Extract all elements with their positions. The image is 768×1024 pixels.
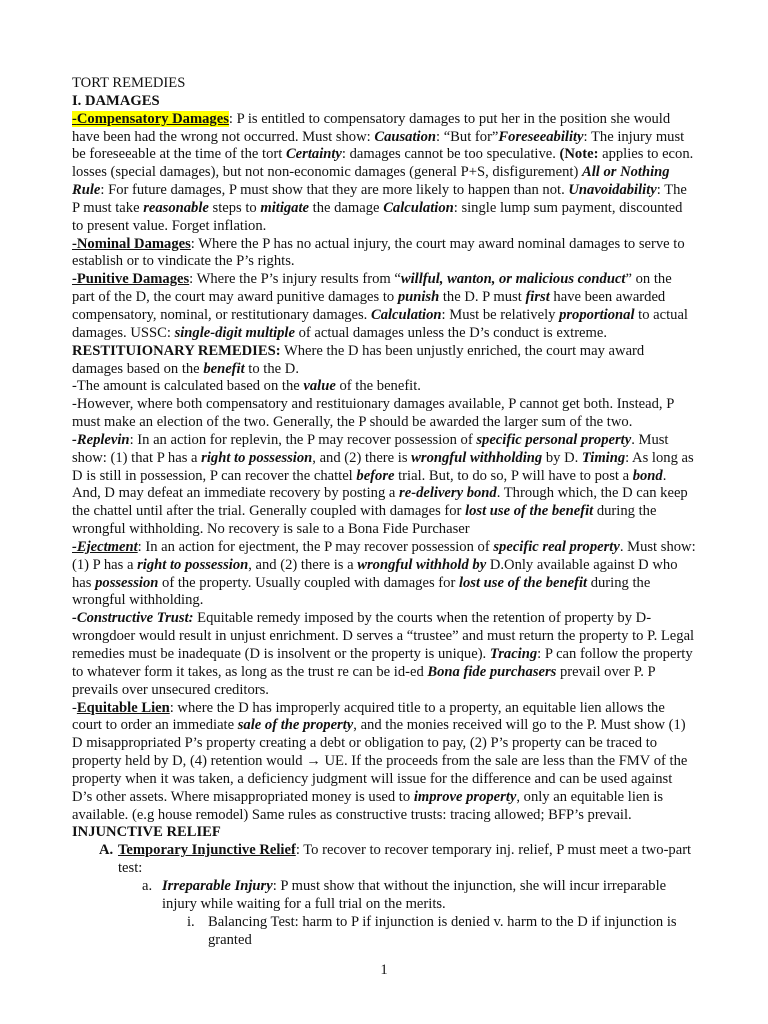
document-body	[72, 75, 696, 949]
term-mitigate: mitigate	[260, 199, 310, 216]
paragraph-nominal-damages	[72, 236, 696, 272]
paragraph-compensatory-damages	[72, 111, 696, 236]
term-calculation: Calculation	[370, 306, 442, 323]
text: : Where the P has no actual injury, the court may award nominal damages to serve to establish or to vindicate the P’s rights.	[72, 235, 685, 270]
text: Equitable remedy imposed by the courts when the retention of property by D-wrongdoer would result in unjust enrichment. D serves a “trustee” and must return the property to P. Legal remedies must be inadequate (D is insolvent or the property is unique).	[72, 610, 695, 662]
text: : P must show that without the injunction, she will incur irreparable injury while waiting for a full trial on the merits.	[162, 877, 667, 912]
page-number: 1	[380, 962, 388, 978]
text: , and the monies received will go to the P. Must show (1) D misappropriated P’s property creating a debt or obligation to pay, (2) P’s property can be traced to property held by D, (4) retention would → UE. If the proceeds from the sale are less than the FMV of the property when it was taken, a deficiency judgment will issue for the difference and can be used against D’s other assets. Where misappropriated money is used to	[72, 717, 688, 805]
text: : In an action for replevin, the P may recover possession of	[129, 431, 477, 448]
term-calculation: Calculation	[383, 199, 454, 216]
text: have been awarded compensatory, nominal, or restitutionary damages.	[72, 289, 666, 323]
term-timing: Timing	[581, 449, 626, 466]
text: : As long as D is still in possession, P can recover the chattel	[72, 449, 694, 484]
term-lost-use: lost use of the benefit	[465, 503, 594, 520]
equitable-lien-dash: -	[72, 699, 77, 716]
text: D.Only available against D who has	[72, 556, 678, 591]
term-bond: bond	[632, 467, 663, 484]
text: . Through which, the D can keep the chattel until after the trial. Generally coupled with damages for	[72, 485, 688, 520]
text: by D.	[542, 449, 582, 466]
nominal-damages-term: -Nominal Damages	[72, 235, 191, 252]
paragraph-ejectment	[72, 539, 696, 610]
term-foreseeability: Foreseeability	[498, 128, 584, 145]
text: . Must show: (1) that P has a	[72, 431, 669, 466]
text: : where the D has improperly acquired title to a property, an equitable lien allows the court to order an immediate	[72, 699, 665, 734]
term-unavoidability: Unavoidability	[568, 182, 657, 199]
text: : The injury must be foreseeable at the time of the tort	[72, 128, 685, 163]
text: trial. But, to do so, P will have to post a	[394, 467, 633, 484]
text: : Must be relatively	[441, 306, 560, 323]
text: to the D.	[244, 360, 299, 377]
term-lost-use: lost use of the benefit	[458, 574, 588, 591]
constructive-trust-term: -Constructive Trust:	[72, 610, 194, 627]
term-right-to-possession: right to possession	[201, 449, 313, 466]
text: : To recover to recover temporary inj. relief, P must meet a two-part test:	[118, 842, 692, 877]
term-causation: Causation	[374, 128, 436, 145]
paragraph-constructive-trust	[72, 610, 696, 699]
paragraph-replevin	[72, 432, 696, 539]
text: . And, D may defeat an immediate recovery by posting a	[72, 467, 667, 502]
text: Where the D has been unjustly enriched, the court may award damages based on the	[72, 342, 645, 377]
document-title: TORT REMEDIES	[72, 75, 186, 91]
paragraph-restitution-election: -However, where both compensatory and restituionary damages available, P cannot get both. Instead, P must make an election of the two. Generally, the P should be awarded the larger sum of the two.	[72, 396, 674, 431]
term-willful: willful, wanton, or malicious conduct	[400, 271, 626, 288]
text: steps to	[208, 199, 261, 216]
term-right-to-possession: right to possession	[137, 556, 249, 573]
text: : The P must take	[72, 182, 687, 216]
term-certainty: Certainty	[285, 146, 342, 163]
term-all-or-nothing: All or Nothing Rule	[72, 164, 670, 199]
term-wrongful-withholding: wrongful withholding	[411, 449, 543, 466]
term-bona-fide-purchasers: Bona fide purchasers	[427, 663, 557, 680]
text: : P can follow the property to whatever form it takes, as long as the trust re can be id-ed	[72, 646, 693, 680]
paragraph-restitution-value	[72, 378, 696, 396]
text: of the property. Usually coupled with damages for	[158, 574, 459, 591]
text: : P is entitled to compensatory damages to put her in the position she would have been had the wrong not occurred. Must show:	[72, 110, 671, 145]
text: of actual damages unless the D’s conduct is extreme.	[294, 324, 608, 341]
text: : “But for”	[436, 128, 499, 145]
text: to actual damages. USSC:	[72, 306, 688, 341]
term-reasonable: reasonable	[143, 199, 209, 216]
term-wrongful-withhold: wrongful withhold by	[357, 556, 487, 573]
paragraph-equitable-lien	[72, 700, 696, 825]
term-redelivery-bond: re-delivery bond	[399, 485, 497, 502]
text: . Must show: (1) P has a	[72, 538, 696, 573]
section-heading-injunctive: INJUNCTIVE RELIEF	[72, 824, 221, 841]
text: -The amount is calculated based on the	[72, 378, 304, 395]
text: during the wrongful withholding.	[72, 574, 651, 609]
equitable-lien-term: Equitable Lien	[76, 699, 170, 716]
paragraph-punitive-damages	[72, 271, 696, 342]
term-specific-personal-property: specific personal property	[476, 431, 632, 448]
compensatory-damages-term: Compensatory Damages	[76, 110, 229, 127]
term-punish: punish	[397, 289, 440, 306]
punitive-damages-term: -Punitive Damages	[72, 271, 190, 288]
compensatory-damages-dash: -	[72, 110, 77, 127]
outline-marker-sub-i: i.	[187, 913, 195, 930]
term-value: value	[303, 378, 336, 395]
note-label: (Note:	[559, 146, 599, 163]
outline-marker-sub-a: a.	[142, 877, 153, 894]
text: the damage	[309, 199, 384, 216]
text: , only an equitable lien is available. (e.g house remodel) Same rules as constructive trusts: tracing allowed; BFP’s prevail.	[72, 788, 664, 823]
term-sale-of-property: sale of the property	[237, 717, 354, 734]
term-irreparable-injury: Irreparable Injury	[162, 877, 273, 894]
term-single-digit: single-digit multiple	[174, 324, 295, 341]
text: , and (2) there is	[312, 449, 412, 466]
text: : For future damages, P must show that they are more likely to happen than not.	[100, 182, 569, 199]
text: : damages cannot be too speculative.	[341, 146, 560, 163]
text: the D. P must	[439, 289, 526, 306]
text: of the benefit.	[335, 378, 421, 395]
text: : In an action for ejectment, the P may recover possession of	[137, 538, 494, 555]
term-first: first	[525, 289, 550, 306]
text: ” on the part of the D, the court may award punitive damages to	[72, 271, 672, 306]
outline-item-sub-i	[72, 914, 696, 950]
text: : Where the P’s injury results from “	[189, 271, 401, 288]
section-heading-restitution: RESTITUIONARY REMEDIES:	[72, 342, 281, 359]
term-possession: possession	[95, 574, 159, 591]
outline-item-a	[72, 842, 696, 878]
text: during the wrongful withholding. No recovery is sale to a Bona Fide Purchaser	[72, 503, 657, 538]
text: Balancing Test: harm to P if injunction is denied v. harm to the D if injunction is granted	[208, 913, 677, 948]
term-tracing: Tracing	[489, 646, 538, 662]
term-specific-real-property: specific real property	[493, 538, 620, 555]
text: , and (2) there is a	[248, 556, 358, 573]
text: prevail over P. P prevails over unsecured creditors.	[72, 663, 656, 698]
section-heading-damages: I. DAMAGES	[72, 92, 160, 109]
paragraph-restitution	[72, 343, 696, 379]
ejectment-term: -Ejectment	[72, 538, 138, 555]
outline-item-sub-a	[72, 878, 696, 914]
replevin-term: -Replevin	[72, 431, 130, 448]
temporary-injunctive-term: Temporary Injunctive Relief	[118, 842, 296, 859]
text: : single lump sum payment, discounted to present value. Forget inflation.	[72, 199, 683, 234]
term-before: before	[356, 467, 395, 484]
term-benefit: benefit	[203, 360, 245, 377]
outline-marker-a: A.	[99, 842, 114, 859]
text: applies to econ. losses (special damages), but not non-economic damages (general P+S, disfigurement)	[72, 146, 694, 181]
term-improve-property: improve property	[413, 788, 517, 805]
term-proportional: proportional	[559, 306, 635, 323]
